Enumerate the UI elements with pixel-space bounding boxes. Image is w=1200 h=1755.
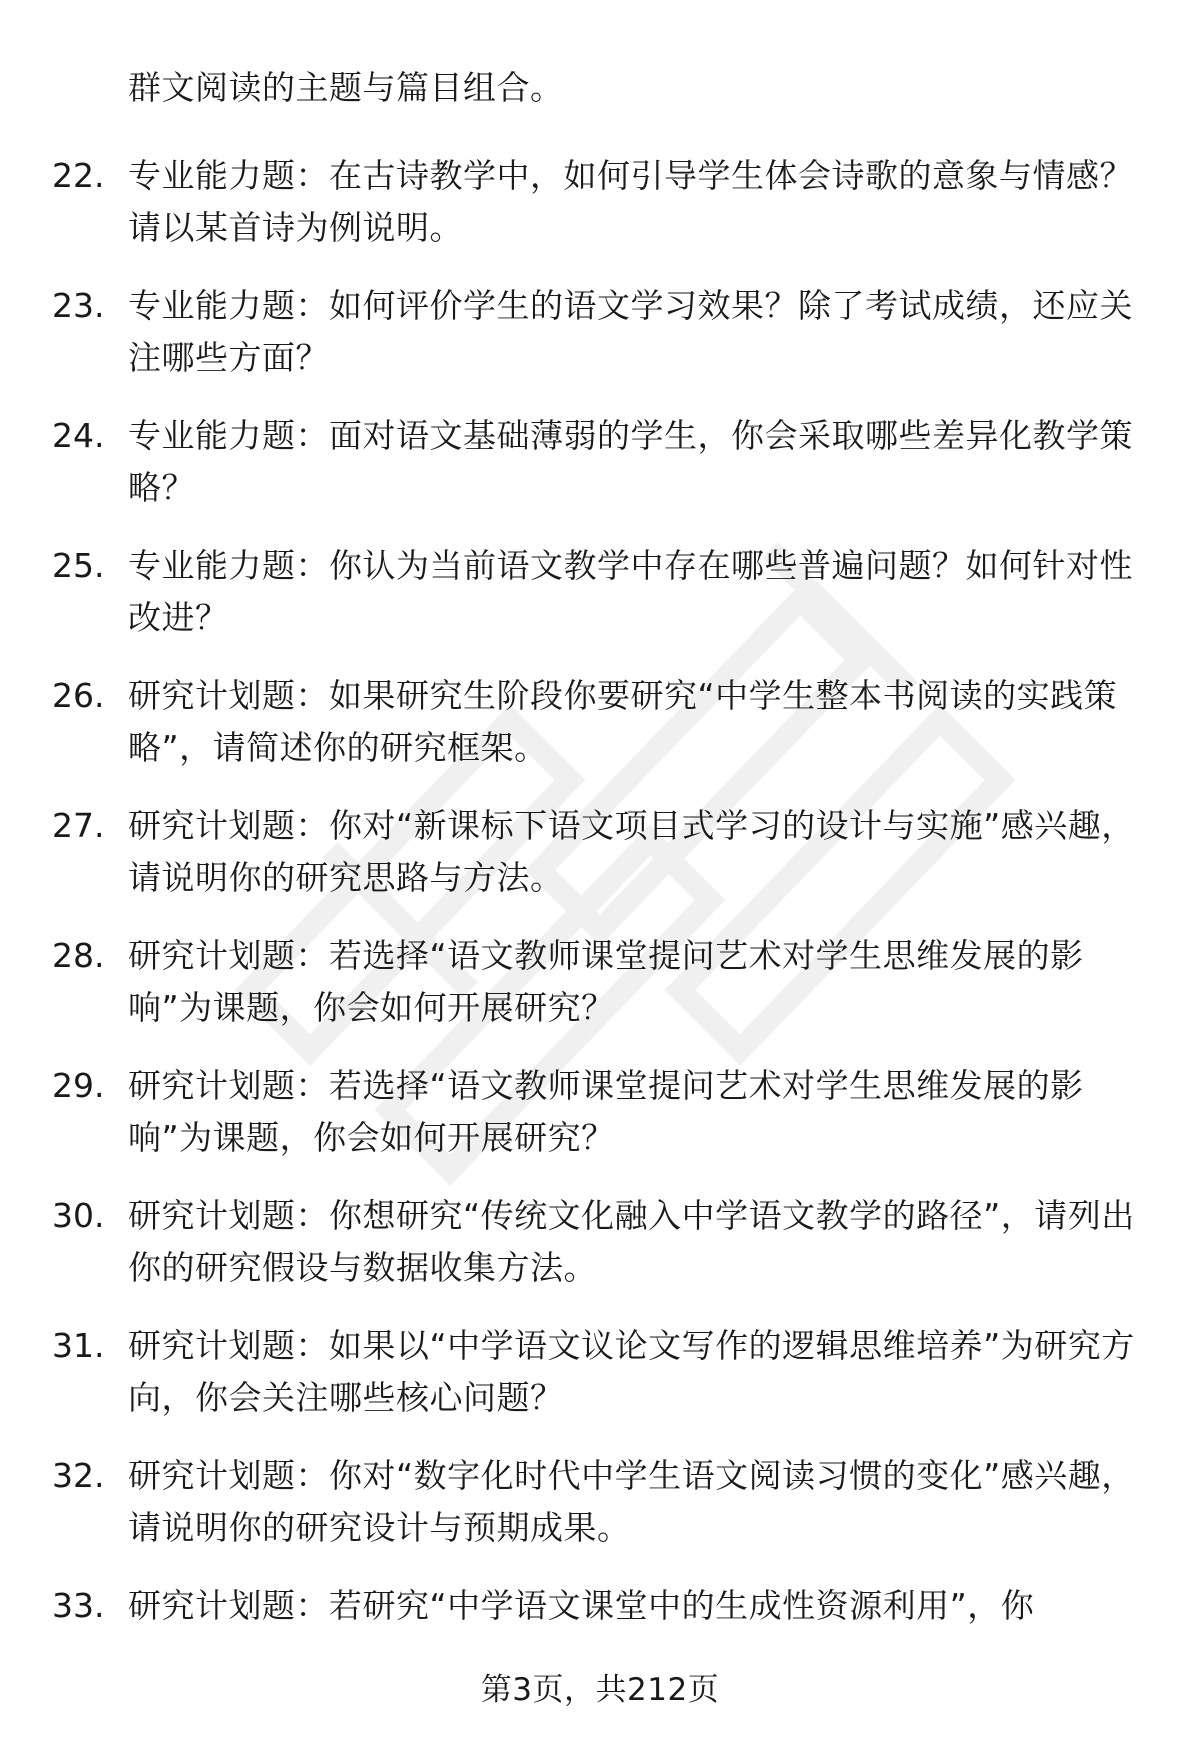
item-number: 24. bbox=[52, 416, 105, 455]
list-item bbox=[0, 800, 1200, 930]
list-item bbox=[0, 930, 1200, 1060]
item-text: 专业能力题：面对语文基础薄弱的学生，你会采取哪些差异化教学策略？ bbox=[128, 416, 1133, 507]
item-text: 研究计划题：如果研究生阶段你要研究“中学生整本书阅读的实践策略”，请简述你的研究框架。 bbox=[128, 676, 1118, 767]
item-text: 研究计划题：如果以“中学语文议论文写作的逻辑思维培养”为研究方向，你会关注哪些核心问题？ bbox=[128, 1326, 1135, 1417]
item-text: 专业能力题：你认为当前语文教学中存在哪些普遍问题？如何针对性改进？ bbox=[128, 546, 1133, 637]
list-item bbox=[0, 1450, 1200, 1580]
item-number: 33. bbox=[52, 1586, 105, 1625]
list-item bbox=[0, 540, 1200, 670]
item-text: 研究计划题：若选择“语文教师课堂提问艺术对学生思维发展的影响”为课题，你会如何开展研究？ bbox=[128, 1066, 1084, 1157]
item-text: 研究计划题：若研究“中学语文课堂中的生成性资源利用”，你 bbox=[128, 1586, 1035, 1625]
list-item bbox=[0, 1320, 1200, 1450]
question-list bbox=[0, 150, 1200, 1710]
item-number: 22. bbox=[52, 156, 105, 195]
continued-paragraph: 群文阅读的主题与篇目组合。 bbox=[128, 68, 564, 107]
list-item bbox=[0, 410, 1200, 540]
item-number: 26. bbox=[52, 676, 105, 715]
item-text: 研究计划题：你对“新课标下语文项目式学习的设计与实施”感兴趣，请说明你的研究思路与方法。 bbox=[128, 806, 1135, 897]
item-text: 专业能力题：如何评价学生的语文学习效果？除了考试成绩，还应关注哪些方面？ bbox=[128, 286, 1133, 377]
item-number: 27. bbox=[52, 806, 105, 845]
item-number: 29. bbox=[52, 1066, 105, 1105]
item-number: 25. bbox=[52, 546, 105, 585]
item-text: 研究计划题：你想研究“传统文化融入中学语文教学的路径”，请列出你的研究假设与数据收集方法。 bbox=[128, 1196, 1135, 1287]
item-number: 28. bbox=[52, 936, 105, 975]
item-text: 专业能力题：在古诗教学中，如何引导学生体会诗歌的意象与情感？请以某首诗为例说明。 bbox=[128, 156, 1133, 247]
item-text: 研究计划题：若选择“语文教师课堂提问艺术对学生思维发展的影响”为课题，你会如何开展研究？ bbox=[128, 936, 1084, 1027]
item-number: 32. bbox=[52, 1456, 105, 1495]
list-item bbox=[0, 1060, 1200, 1190]
item-number: 30. bbox=[52, 1196, 105, 1235]
list-item bbox=[0, 1190, 1200, 1320]
item-number: 23. bbox=[52, 286, 105, 325]
page-footer: 第3页，共212页 bbox=[480, 1672, 720, 1708]
list-item bbox=[0, 280, 1200, 410]
item-text: 研究计划题：你对“数字化时代中学生语文阅读习惯的变化”感兴趣，请说明你的研究设计与预期成果。 bbox=[128, 1456, 1135, 1547]
list-item bbox=[0, 150, 1200, 280]
item-number: 31. bbox=[52, 1326, 105, 1365]
list-item bbox=[0, 670, 1200, 800]
